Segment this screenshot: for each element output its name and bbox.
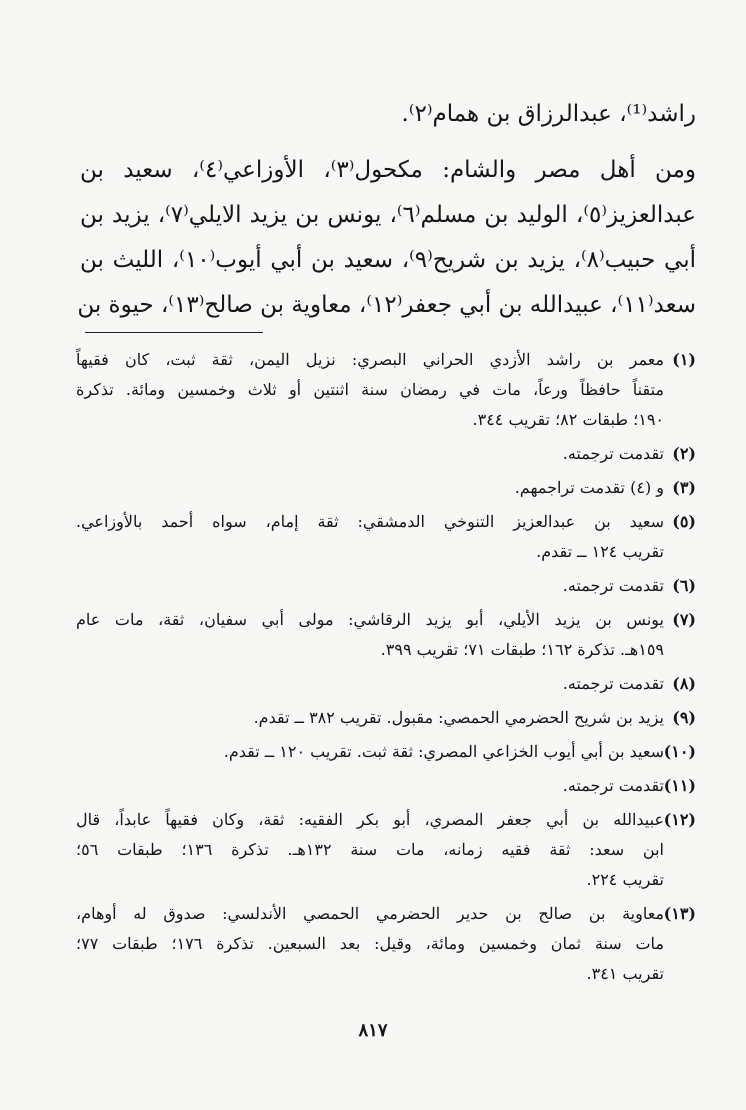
footnote-line: تقريب ٢٢٤. (586, 870, 664, 889)
footnote-line: يزيد بن شريح الحضرمي الحمصي: مقبول. تقريب ٣٨٢ ــ تقدم. (253, 708, 664, 727)
footnote-line: تقريب ١٢٤ ــ تقدم. (536, 542, 664, 561)
footnote-line: عبيدالله بن أبي جعفر المصري، أبو بكر الفقيه: ثقة، وكان فقيهاً عابداً، قال (76, 810, 664, 829)
footnote-number: (٩) (672, 708, 696, 727)
footnote-number: (٣) (672, 478, 696, 497)
page-number: ٨١٧ (358, 1020, 388, 1041)
footnote-line: يونس بن يزيد الأيلي، أبو يزيد الرقاشي: مولى أبي سفيان، ثقة، مات عام (76, 610, 664, 629)
footnote-number: (٨) (672, 674, 696, 693)
footnote-number: (١١) (663, 776, 696, 795)
footnote (76, 605, 696, 665)
footnote-number: (١٣) (663, 904, 696, 923)
main-line: سعد⁽١١⁾، عبيدالله بن أبي جعفر⁽١٢⁾، معاوية بن صالح⁽١٣⁾، حيوة بن (77, 292, 696, 318)
footnote-line: تقدمت ترجمته. (562, 576, 664, 595)
main-line: أبي حبيب⁽٨⁾، يزيد بن شريح⁽٩⁾، سعيد بن أبي أيوب⁽١٠⁾، الليث بن (80, 247, 696, 273)
footnote-number: (٢) (672, 444, 696, 463)
footnote-line: سعيد بن أبي أيوب الخزاعي المصري: ثقة ثبت. تقريب ١٢٠ ــ تقدم. (223, 742, 664, 761)
footnote-line: تقريب ٣٤١. (586, 964, 664, 983)
footnote-line: تقدمت ترجمته. (562, 444, 664, 463)
footnotes (76, 345, 696, 993)
main-line: ومن أهل مصر والشام: مكحول⁽٣⁾، الأوزاعي⁽٤⁾، سعيد بن (80, 157, 696, 183)
footnote (76, 507, 696, 567)
footnote-line: معمر بن راشد الأزدي الحراني البصري: نزيل اليمن، ثقة ثبت، كان فقيهاً (76, 350, 664, 369)
footnote-line: سعيد بن عبدالعزيز التنوخي الدمشقي: ثقة إمام، سواه أحمد بالأوزاعي. (76, 512, 664, 531)
footnote (76, 571, 696, 601)
footnote-line: تقدمت ترجمته. (562, 776, 664, 795)
main-line: راشد⁽¹⁾، عبدالرزاق بن همام⁽٢⁾. (401, 101, 696, 127)
main-line: عبدالعزيز⁽٥⁾، الوليد بن مسلم⁽٦⁾، يونس بن يزيد الايلي⁽٧⁾، يزيد بن (80, 202, 696, 228)
footnote (76, 473, 696, 503)
footnote-line: و (٤) تقدمت تراجمهم. (514, 478, 664, 497)
footnote-line: معاوية بن صالح بن حدير الحضرمي الحمصي الأندلسي: صدوق له أوهام، (76, 904, 664, 923)
footnote-line: ١٩٠؛ طبقات ٨٢؛ تقريب ٣٤٤. (472, 410, 664, 429)
footnote-separator (85, 332, 263, 333)
footnote-line: ابن سعد: ثقة فقيه زمانه، مات سنة ١٣٢هـ. تذكرة ١٣٦؛ طبقات ٥٦؛ (76, 840, 664, 859)
footnote-number: (٥) (672, 512, 696, 531)
footnote-number: (١) (672, 350, 696, 369)
footnote (76, 439, 696, 469)
footnote-number: (٧) (672, 610, 696, 629)
footnote (76, 805, 696, 895)
footnote (76, 345, 696, 435)
footnote (76, 771, 696, 801)
footnote-number: (١٢) (663, 810, 696, 829)
footnote (76, 737, 696, 767)
footnote (76, 899, 696, 989)
footnote-line: ١٥٩هـ. تذكرة ١٦٢؛ طبقات ٧١؛ تقريب ٣٩٩. (380, 640, 664, 659)
main-text (77, 92, 696, 328)
footnote-number: (٦) (672, 576, 696, 595)
footnote-number: (١٠) (663, 742, 696, 761)
footnote-line: مات سنة ثمان وخمسين ومائة، وقيل: بعد السبعين. تذكرة ١٧٦؛ طبقات ٧٧؛ (76, 934, 664, 953)
footnote (76, 703, 696, 733)
footnote-line: تقدمت ترجمته. (562, 674, 664, 693)
footnote-line: متقناً حافظاً ورعاً، مات في رمضان سنة اثنتين أو ثلاث وخمسين ومائة. تذكرة (76, 380, 664, 399)
footnote (76, 669, 696, 699)
